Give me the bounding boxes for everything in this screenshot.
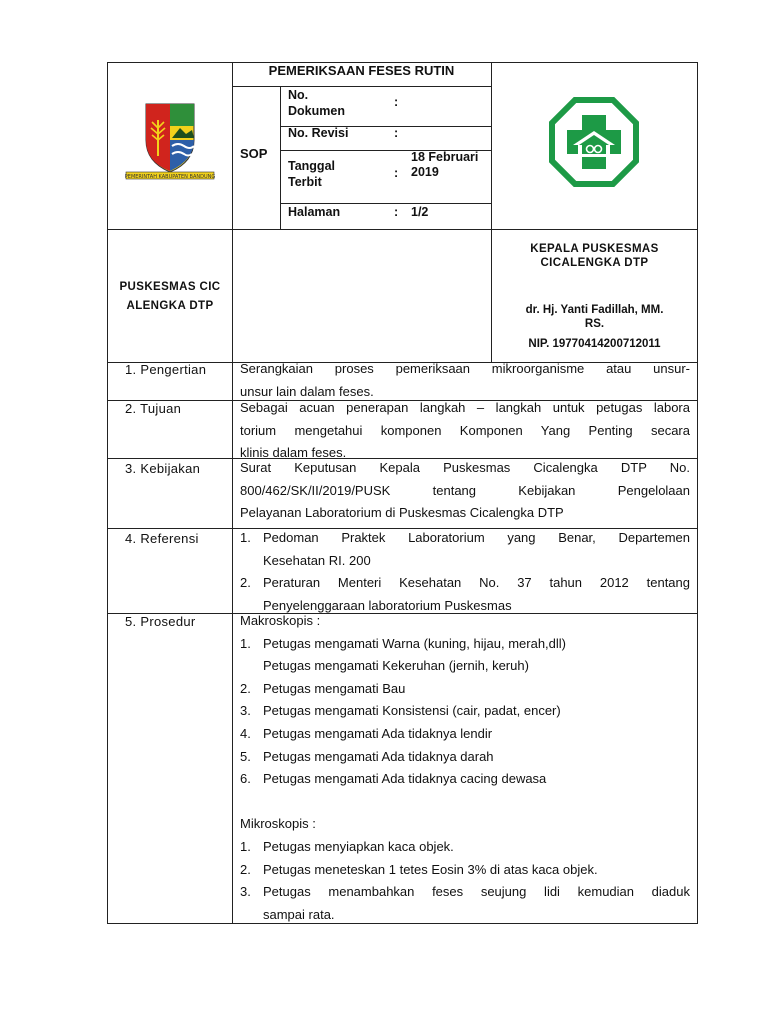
field-sep-3 [280,203,491,204]
field-sep-halaman: : [394,205,399,219]
list-text: Petugas menambahkan feses seujung lidi kemudian diaduk [263,884,690,900]
section-label-kebijakan: 3. Kebijakan [125,461,201,476]
document-title: PEMERIKSAAN FESES RUTIN [268,63,455,78]
list-item [240,881,690,926]
org-name [108,278,232,316]
makroskopis-heading: Makroskopis : [240,613,321,628]
org-name-line1: PUSKESMAS CIC [119,281,221,293]
header-divider-left [232,62,233,362]
org-name-line2: ALENGKA DTP [126,300,214,312]
list-item [240,700,690,723]
text-line: torium mengetahui komponen Komponen Yang Penting secara [240,422,690,438]
svg-text:PEMERINTAH KABUPATEN BANDUNG: PEMERINTAH KABUPATEN BANDUNG [124,174,216,180]
field-label-no-dokumen: No. Dokumen [288,88,345,118]
field-sep-no-dokumen: : [394,95,399,109]
list-number: 1. [240,838,251,854]
list-text: Petugas mengamati Ada tidaknya cacing dewasa [263,771,547,787]
head-name-line1: dr. Hj. Yanti Fadillah, MM. [525,304,664,316]
text-line: Kesehatan RI. 200 [263,552,371,568]
list-number: 1. [240,530,251,545]
list-text: Petugas mengamati Ada tidaknya lendir [263,725,493,741]
head-name [492,303,697,331]
field-sep-no-revisi: : [394,126,399,140]
section-text-tujuan [240,397,690,465]
text-line: klinis dalam feses. [240,445,347,461]
text-line: Penyelenggaraan laboratorium Puskesmas [263,597,512,613]
text-line: Sebagai acuan penerapan langkah – langkah untuk petugas labora [240,400,690,415]
section-label-tujuan: 2. Tujuan [125,401,182,416]
section-list-prosedur [240,610,690,926]
list-text: Petugas mengamati Warna (kuning, hijau, merah,dll) [263,635,566,651]
list-number: 3. [240,884,251,900]
section-label-pengertian: 1. Pengertian [125,362,207,377]
puskesmas-logo [549,97,639,187]
head-name-line2: RS. [584,318,605,330]
table-border-right [697,62,698,924]
sop-divider [280,86,281,229]
list-number: 3. [240,703,251,719]
list-number: 2. [240,575,251,591]
head-nip: NIP. 19770414200712011 [528,338,661,350]
header-bottom [107,229,697,230]
text-line: Surat Keputusan Kepala Puskesmas Cicalengka DTP No. [240,460,690,475]
section-list-referensi [240,527,690,617]
field-value-tanggal-terbit: 18 Februari 2019 [411,150,479,179]
list-item [240,527,690,572]
list-number: 2. [240,861,251,877]
head-title-line1: KEPALA PUSKESMAS [530,243,659,255]
text-line: 800/462/SK/II/2019/PUSK tentang Kebijakan Pengelolaan [240,482,690,498]
spacer [240,791,690,814]
list-number: 6. [240,771,251,787]
list-number: 5. [240,748,251,764]
sop-label: SOP [240,146,268,161]
table-border-left [107,62,108,924]
list-number: 4. [240,725,251,741]
section-label-prosedur: 5. Prosedur [125,614,196,629]
list-text: Petugas mengamati Kekeruhan (jernih, keruh) [263,658,529,674]
list-item [240,678,690,701]
list-number: 1. [240,635,251,651]
text-line: Serangkaian proses pemeriksaan mikroorganisme atau unsur- [240,361,690,376]
field-label-tanggal-terbit: Tanggal Terbit [288,159,335,189]
list-text: Petugas mengamati Bau [263,680,406,696]
list-text: Petugas mengamati Ada tidaknya darah [263,748,494,764]
list-item [240,746,690,769]
list-text-cont: sampai rata. [263,906,335,922]
section-text-kebijakan [240,457,690,525]
text-line: Pelayanan Laboratorium di Puskesmas Cicalengka DTP [240,505,564,521]
section-divider [232,362,233,924]
text-line: unsur lain dalam feses. [240,383,374,399]
kabupaten-bandung-logo [122,100,218,182]
head-title [492,242,697,270]
list-item [240,633,690,656]
list-item [240,655,690,678]
list-text: Petugas mengamati Konsistensi (cair, padat, encer) [263,703,561,719]
title-underline [232,86,491,87]
field-value-halaman: 1/2 [411,205,429,219]
text-line: Pedoman Praktek Laboratorium yang Benar, Departemen [263,530,690,545]
mikroskopis-heading: Mikroskopis : [240,816,316,832]
list-item [240,859,690,882]
list-item [240,723,690,746]
field-sep-tanggal-terbit: : [394,166,399,180]
list-item [240,836,690,859]
text-line: Peraturan Menteri Kesehatan No. 37 tahun 2012 tentang [263,575,690,591]
field-label-no-revisi: No. Revisi [288,126,349,140]
list-text: Petugas meneteskan 1 tetes Eosin 3% di atas kaca objek. [263,861,598,877]
list-item [240,768,690,791]
section-label-referensi: 4. Referensi [125,531,199,546]
list-text: Petugas menyiapkan kaca objek. [263,838,454,854]
field-label-halaman: Halaman [288,205,341,219]
head-title-line2: CICALENGKA DTP [540,257,649,269]
list-number: 2. [240,680,251,696]
